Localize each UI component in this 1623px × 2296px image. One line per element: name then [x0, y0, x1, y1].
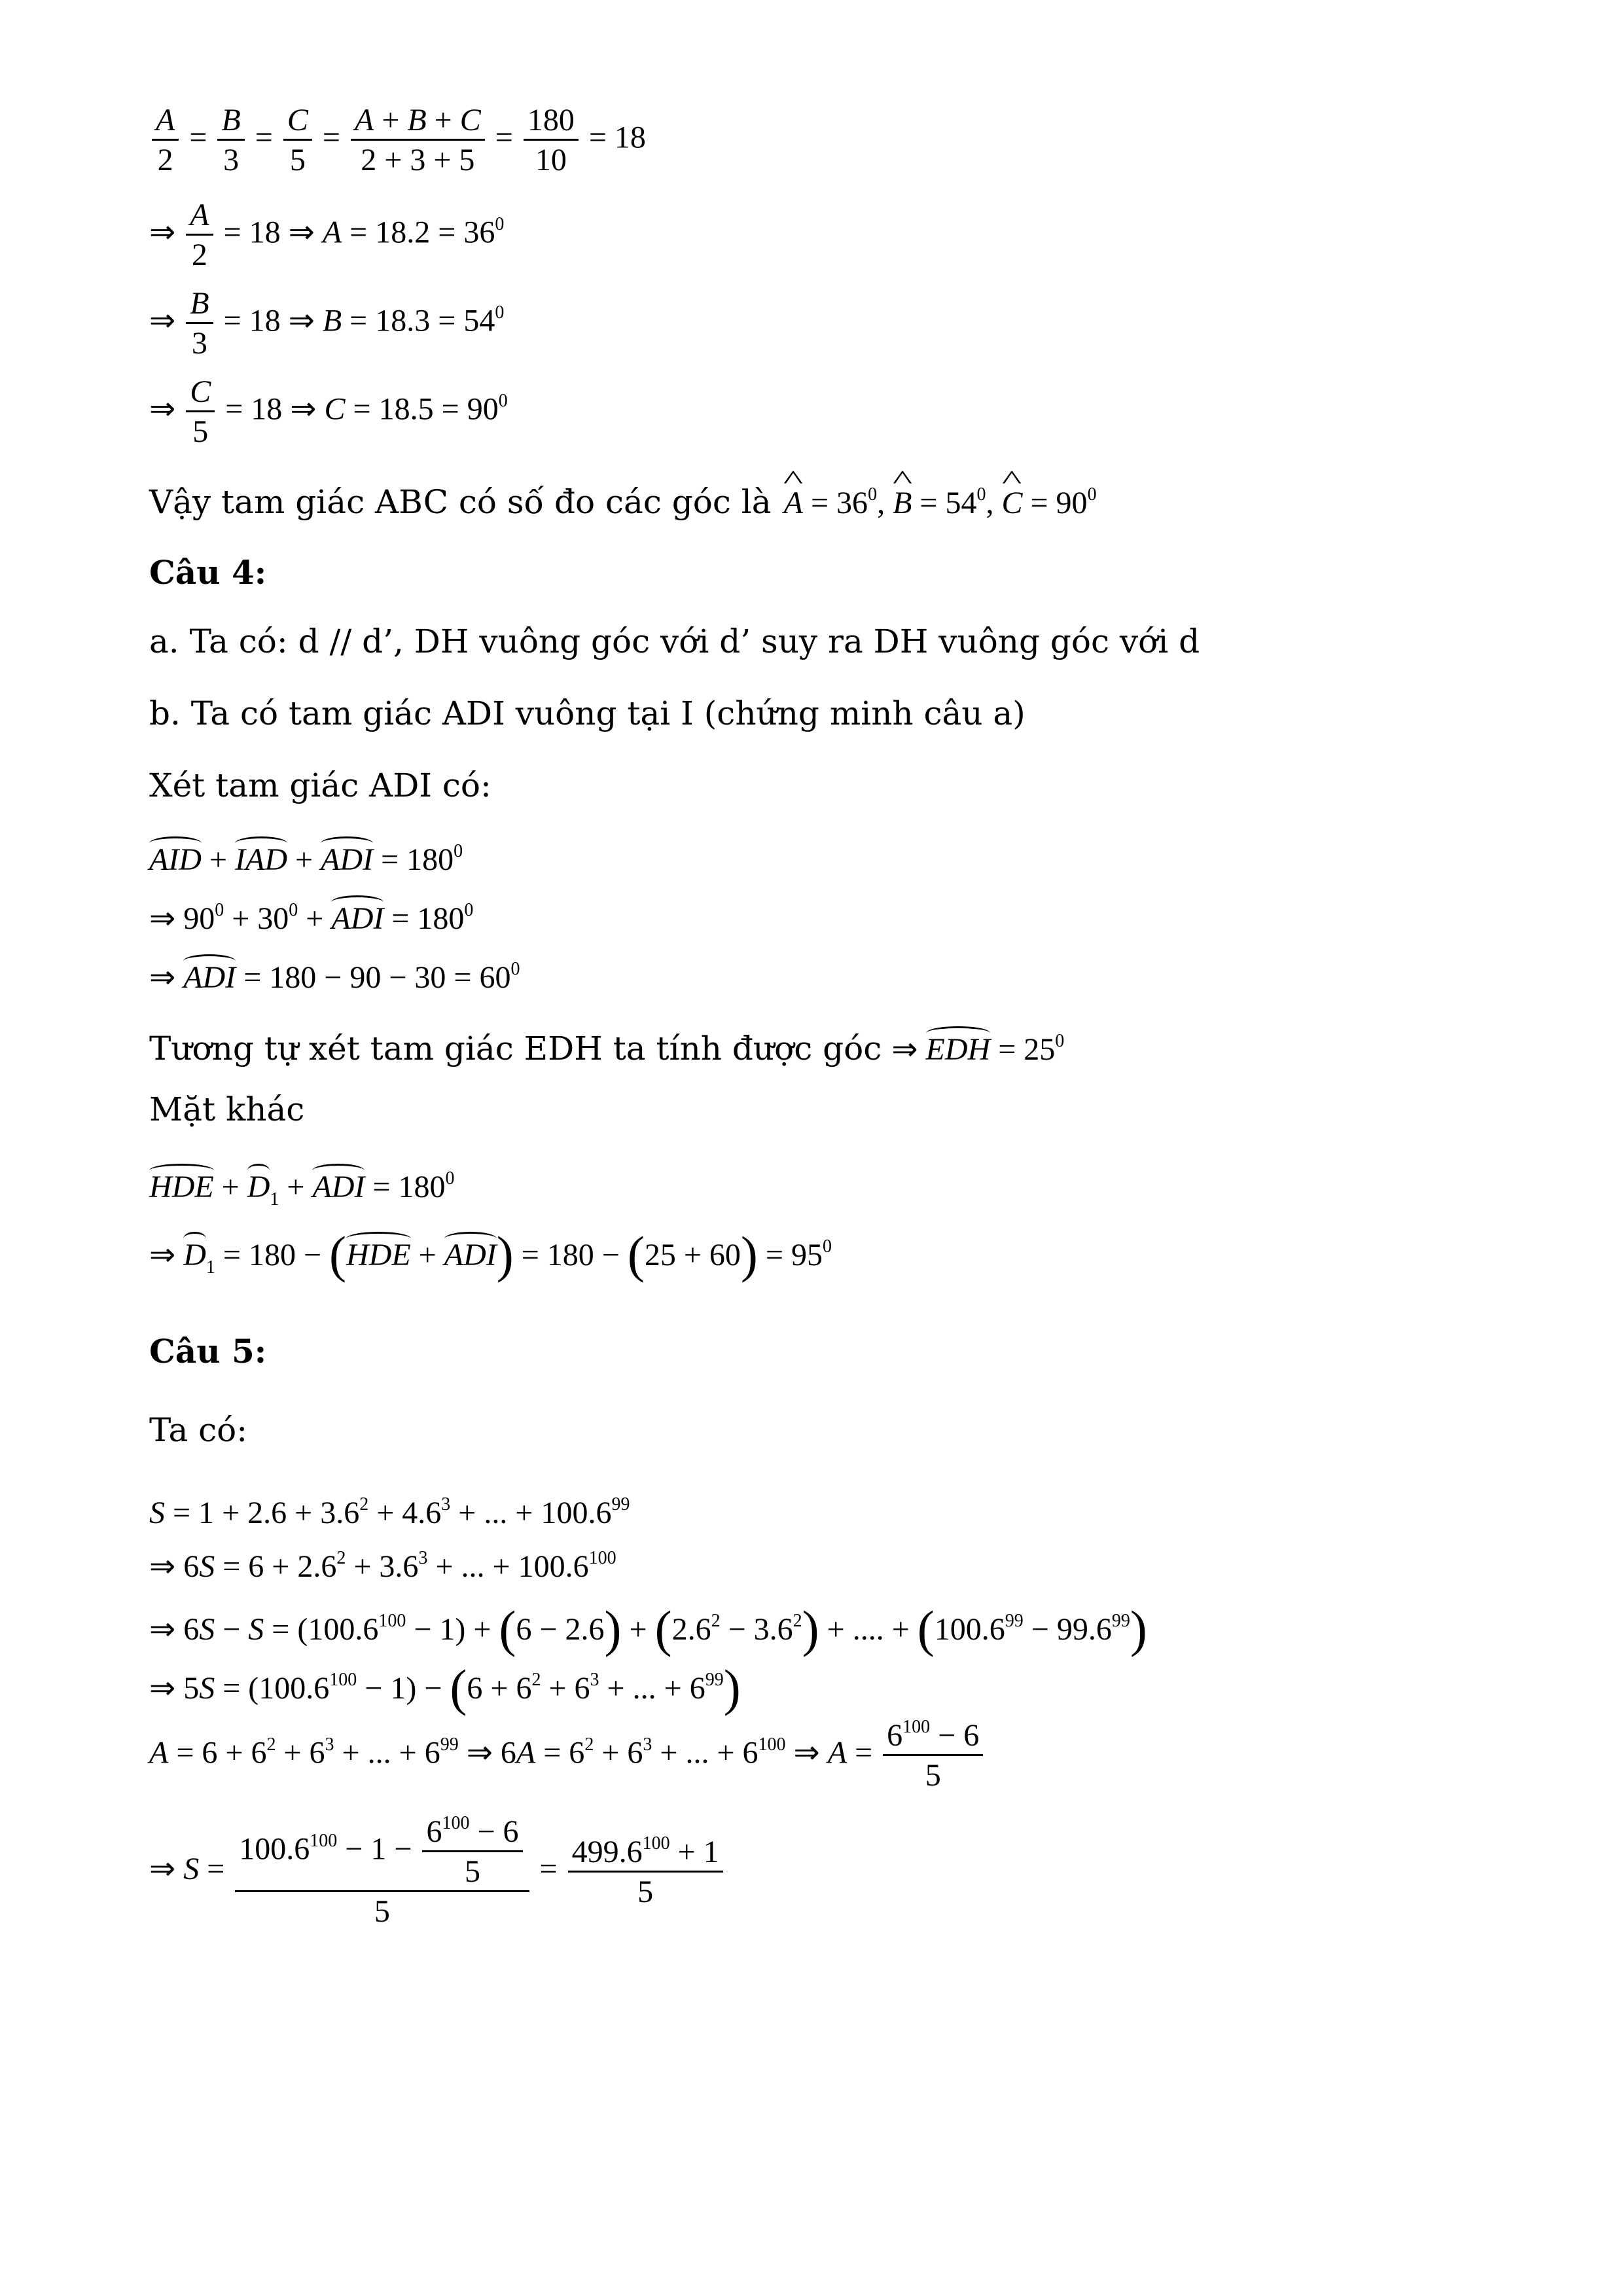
sum-angles-equation: AID + IAD + ADI = $180^0$ — [149, 836, 463, 876]
cau4-heading: Câu 4: — [149, 553, 267, 592]
adi-result-equation: ⇒ ADI = $180 - 90 - 30 = 60^0$ — [149, 954, 520, 994]
s-final-equation: ⇒ S = $100.6^{100} - 1$ − $\frac{6^{100} - 6}{5}$ 5 = $\frac{499.6^{100} + 1}{5}$ — [149, 1816, 726, 1928]
hde-sum-equation: HDE + $D_1$ + ADI = $180^0$ — [149, 1164, 455, 1203]
cau5-intro: Ta có: — [149, 1411, 248, 1449]
difference-equation: ⇒ $6S - S = (100.6^{100} - 1) + (6 - 2.6) + (2.6^2 - 3.6^2)$ + .... + $(100.6^{99} - 99.6^{99})$ — [149, 1600, 1147, 1657]
angle-c-equation: ⇒ $\frac{C}{5}$ = 18 ⇒ $C = 18.5 = 90^0$ — [149, 374, 508, 449]
similar-text: Tương tự xét tam giác EDH ta tính được góc — [149, 1030, 882, 1067]
angle-b-equation: ⇒ $\frac{B}{3}$ = 18 ⇒ $B = 18.3 = 54^0$ — [149, 286, 505, 361]
cau4-consider: Xét tam giác ADI có: — [149, 766, 491, 804]
a-sum-equation: $A = 6 + 6^2 + 6^3$ + ... + $6^{99}$ ⇒ $6A = 6^2 + 6^3$ + ... + $6^{100}$ ⇒ A = $\frac{6^{100} - 6}{5}$ — [149, 1720, 986, 1791]
angle-a-equation: ⇒ $\frac{A}{2}$ = 18 ⇒ $A = 18.2 = 36^0$ — [149, 198, 505, 272]
other-hand-text: Mặt khác — [149, 1090, 305, 1128]
s-definition: $S = 1 + 2.6 + 3.6^2 + 4.6^3$ + ... + $100.6^{99}$ — [149, 1494, 630, 1530]
ratio-equation: $\frac{A}{2}$ = $\frac{B}{3}$ = $\frac{C}{5}$ = $\frac{A + B + C}{2 + 3 + 5}$ = $\frac{180}{10}$ = 18 — [149, 105, 646, 176]
cau4-part-a: a. Ta có: d // d’, DH vuông góc với d’ suy ra DH vuông góc với d — [149, 622, 1200, 660]
substitution-equation: ⇒ $90^0 + 30^0$ + ADI = $180^0$ — [149, 895, 473, 935]
recap-line: Vậy tam giác ABC có số đo các góc là ^ $A = 36^0$, ^ $B = 54^0$, ^ $C = 90^0$ — [149, 481, 1097, 519]
recap-text: Vậy tam giác ABC có số đo các góc là — [149, 483, 772, 521]
edh-line: Tương tự xét tam giác EDH ta tính được góc ⇒ EDH = $25^0$ — [149, 1026, 1064, 1066]
five-s-equation: ⇒ $5S = (100.6^{100} - 1) - (6 + 6^2 + 6^3$ + ... + $6^{99}$) — [149, 1659, 741, 1716]
cau4-part-b: b. Ta có tam giác ADI vuông tại I (chứng minh câu a) — [149, 694, 1026, 732]
cau5-heading: Câu 5: — [149, 1332, 267, 1371]
d1-result-equation: ⇒ $D_1 = 180 - (HDE + ADI) = 180 - (25 + 60) = 95^0$ — [149, 1226, 832, 1283]
six-s-equation: ⇒ $6S = 6 + 2.6^2 + 3.6^3$ + ... + $100.6^{100}$ — [149, 1548, 616, 1584]
